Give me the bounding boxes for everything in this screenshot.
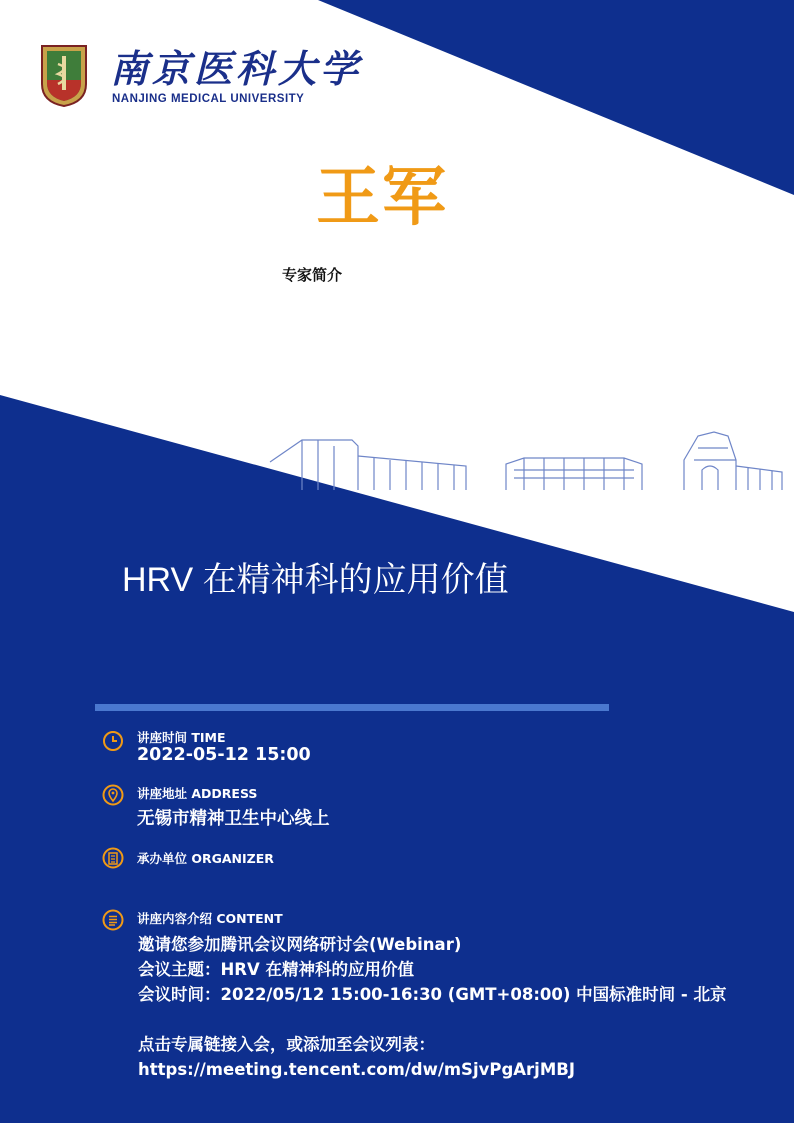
university-name-cn: 南京医科大学 bbox=[110, 46, 363, 91]
university-crest-icon bbox=[40, 44, 88, 108]
time-label: 讲座时间 TIME bbox=[137, 730, 226, 745]
content-line: 会议主题：HRV 在精神科的应用价值 bbox=[138, 960, 415, 979]
time-value: 2022-05-12 15:00 bbox=[137, 745, 311, 765]
university-logo bbox=[40, 44, 362, 108]
address-value: 无锡市精神卫生中心线上 bbox=[137, 809, 330, 829]
meeting-link[interactable]: https://meeting.tencent.com/dw/mSjvPgArjMBJ bbox=[138, 1060, 575, 1079]
location-pin-icon bbox=[102, 784, 124, 806]
content-line: 点击专属链接入会，或添加至会议列表： bbox=[138, 1035, 435, 1054]
campus-skyline-illustration bbox=[262, 426, 794, 498]
organizer-label: 承办单位 ORGANIZER bbox=[137, 851, 274, 866]
building-icon bbox=[102, 847, 124, 869]
speaker-bio-label: 专家简介 bbox=[282, 266, 343, 284]
clock-icon bbox=[102, 730, 124, 752]
university-name-en: NANJING MEDICAL UNIVERSITY bbox=[112, 93, 305, 105]
lecture-title: HRV 在精神科的应用价值 bbox=[122, 561, 509, 599]
content-spacer bbox=[138, 1007, 738, 1032]
address-label: 讲座地址 ADDRESS bbox=[137, 786, 258, 801]
speaker-name: 王军 bbox=[316, 161, 448, 235]
section-divider bbox=[95, 704, 609, 711]
content-line: 会议时间：2022/05/12 15:00-16:30 (GMT+08:00) 中国标准时间 - 北京 bbox=[138, 985, 727, 1004]
content-body bbox=[138, 932, 738, 1082]
document-list-icon bbox=[102, 909, 124, 931]
content-label: 讲座内容介绍 CONTENT bbox=[137, 911, 283, 926]
content-line: 邀请您参加腾讯会议网络研讨会(Webinar) bbox=[138, 935, 462, 954]
